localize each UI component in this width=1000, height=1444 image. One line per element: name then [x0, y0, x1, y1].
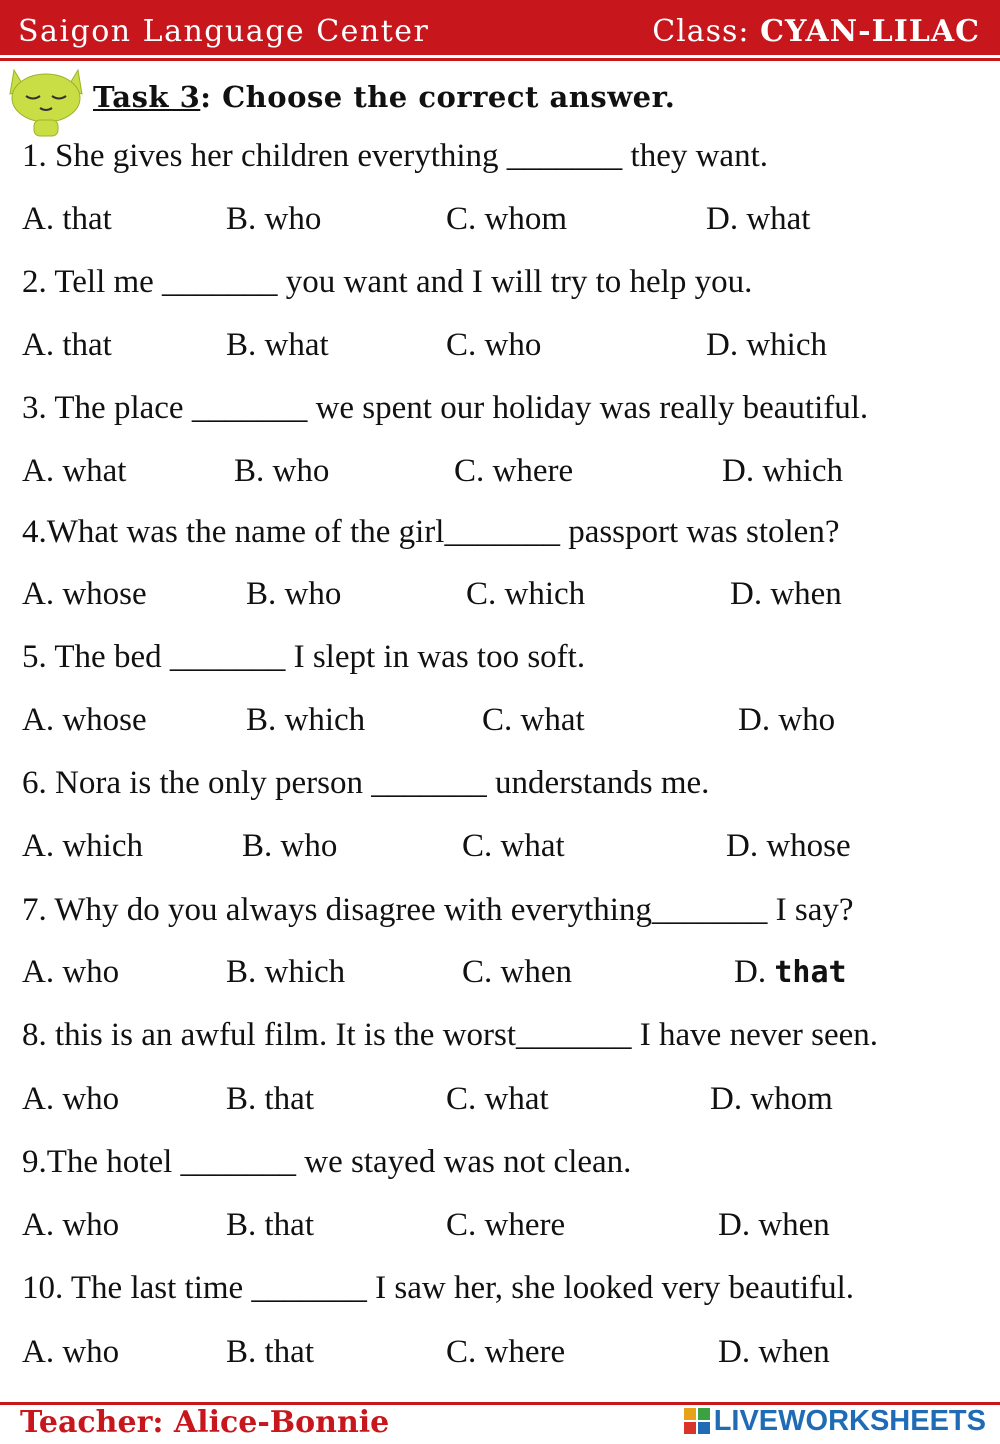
q3-option-a: A. what	[22, 453, 127, 489]
q10-option-a: A. who	[22, 1334, 120, 1370]
q6-option-a: A. which	[22, 828, 143, 864]
teacher-name: Teacher: Alice-Bonnie	[20, 1405, 390, 1440]
q7-option-d	[734, 954, 847, 991]
q8-option-b: B. that	[226, 1081, 314, 1117]
q7-option-d-label: D.	[734, 954, 767, 990]
q2-option-c: C. who	[446, 327, 542, 363]
q6-option-c: C. what	[462, 828, 565, 864]
question-6: 6. Nora is the only person _______ understands me.	[22, 765, 710, 801]
q1-option-a: A. that	[22, 201, 112, 237]
q9-option-a: A. who	[22, 1207, 120, 1243]
q1-option-b: B. who	[226, 201, 322, 237]
q7-option-a: A. who	[22, 954, 120, 990]
q2-option-d: D. which	[706, 327, 827, 363]
task-heading	[93, 80, 675, 114]
q8-option-d: D. whom	[710, 1081, 833, 1117]
q7-option-c: C. when	[462, 954, 572, 990]
task-instruction: : Choose the correct answer.	[200, 80, 676, 114]
question-4: 4.What was the name of the girl_______ passport was stolen?	[22, 514, 840, 550]
class-info	[652, 14, 980, 49]
q1-option-d: D. what	[706, 201, 811, 237]
q9-option-b: B. that	[226, 1207, 314, 1243]
q2-option-a: A. that	[22, 327, 112, 363]
question-5: 5. The bed _______ I slept in was too soft.	[22, 639, 586, 675]
q5-option-b: B. which	[246, 702, 366, 738]
q1-option-c: C. whom	[446, 201, 568, 237]
q7-answer-dropzone[interactable]: that	[774, 955, 847, 990]
q3-option-c: C. where	[454, 453, 574, 489]
class-label: Class:	[652, 14, 750, 49]
header-bar	[0, 0, 1000, 55]
q9-option-c: C. where	[446, 1207, 566, 1243]
q6-option-b: B. who	[242, 828, 338, 864]
q8-option-c: C. what	[446, 1081, 549, 1117]
q4-option-d: D. when	[730, 576, 842, 612]
task-label: Task 3	[93, 80, 201, 114]
q4-option-a: A. whose	[22, 576, 147, 612]
question-2: 2. Tell me _______ you want and I will try to help you.	[22, 264, 753, 300]
question-1: 1. She gives her children everything _______ they want.	[22, 138, 768, 174]
question-7: 7. Why do you always disagree with everything_______ I say?	[22, 892, 854, 928]
q4-option-c: C. which	[466, 576, 586, 612]
q8-option-a: A. who	[22, 1081, 120, 1117]
brand-text: LIVEWORKSHEETS	[713, 1404, 986, 1437]
q4-option-b: B. who	[246, 576, 342, 612]
q5-option-c: C. what	[482, 702, 585, 738]
q2-option-b: B. what	[226, 327, 329, 363]
q10-option-d: D. when	[718, 1334, 830, 1370]
liveworksheets-logo-icon	[684, 1408, 710, 1434]
q3-option-b: B. who	[234, 453, 330, 489]
header-divider	[0, 58, 1000, 61]
question-3: 3. The place _______ we spent our holiday was really beautiful.	[22, 390, 869, 426]
class-name: CYAN-LILAC	[760, 14, 980, 49]
cat-mascot-icon	[6, 64, 86, 138]
q9-option-d: D. when	[718, 1207, 830, 1243]
q5-option-d: D. who	[738, 702, 836, 738]
q3-option-d: D. which	[722, 453, 843, 489]
liveworksheets-brand	[684, 1405, 986, 1437]
q10-option-c: C. where	[446, 1334, 566, 1370]
question-9: 9.The hotel _______ we stayed was not clean.	[22, 1144, 632, 1180]
question-10: 10. The last time _______ I saw her, she looked very beautiful.	[22, 1270, 855, 1306]
question-8: 8. this is an awful film. It is the worst_______ I have never seen.	[22, 1017, 878, 1053]
q6-option-d: D. whose	[726, 828, 851, 864]
q5-option-a: A. whose	[22, 702, 147, 738]
q7-option-b: B. which	[226, 954, 346, 990]
q10-option-b: B. that	[226, 1334, 314, 1370]
center-name: Saigon Language Center	[18, 14, 430, 49]
